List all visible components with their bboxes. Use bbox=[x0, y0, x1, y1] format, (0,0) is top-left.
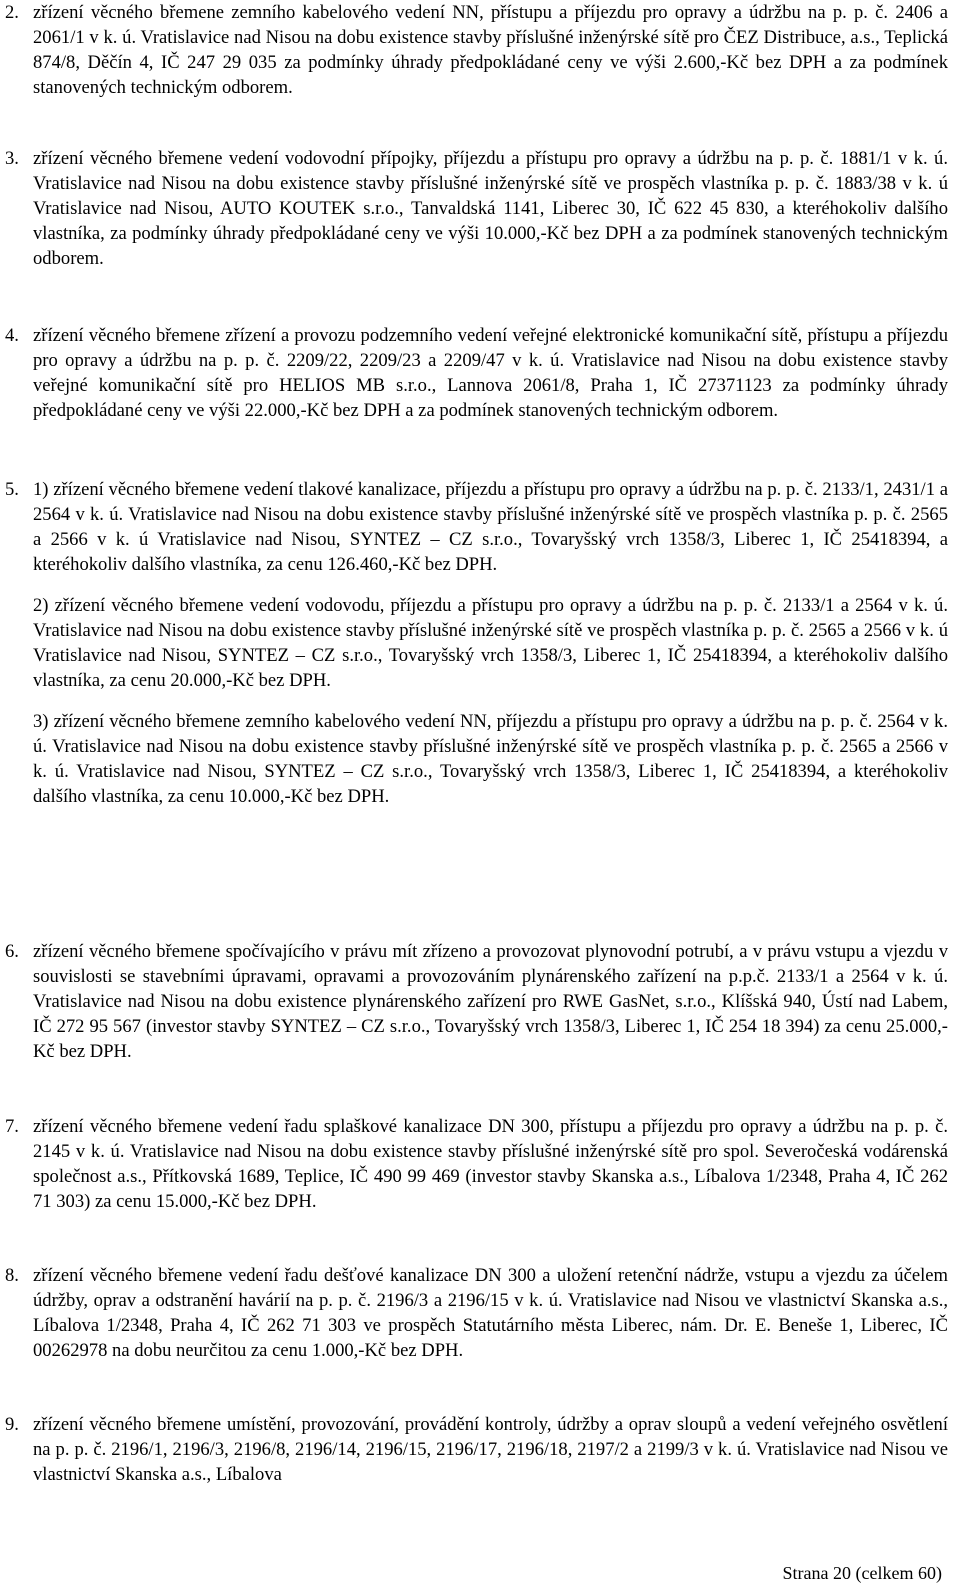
list-item bbox=[5, 323, 960, 423]
item-subtext: 3) zřízení věcného břemene zemního kabelového vedení NN, příjezdu a přístupu pro opravy a údržbu na p. p. č. 2564 v k. ú. Vratislavice nad Nisou na dobu existence stavby příslušné inženýrské sítě ve prospěch vlastníka p. p. č. 2565 a 2566 v k. ú. Vratislavice nad Nisou, SYNTEZ – CZ s.r.o., Tovaryšský vrch 1358/3, Liberec 1, IČ 25418394, a kteréhokoliv dalšího vlastníka, za cenu 10.000,-Kč bez DPH. bbox=[33, 711, 948, 807]
item-number: 2. bbox=[5, 2, 19, 23]
item-text: zřízení věcného břemene vedení řadu dešťové kanalizace DN 300 a uložení retenční nádrže, vstupu a vjezdu za účelem údržby, oprav a odstranění havárií na p. p. č. 2196/3 a 2196/15 v k. ú. Vratislavice nad Nisou ve vlastnictví Skanska a.s., Líbalova 1/2348, Praha 4, IČ 262 71 303 ve prospěch Statutárního města Liberec, nám. Dr. E. Beneše 1, Liberec, IČ 00262978 na dobu neurčitou za cenu 1.000,-Kč bez DPH. bbox=[33, 1265, 948, 1361]
item-text: zřízení věcného břemene umístění, provozování, provádění kontroly, údržby a oprav sloupů a vedení veřejného osvětlení na p. p. č. 2196/1, 2196/3, 2196/8, 2196/14, 2196/15, 2196/17, 2196/18, 2197/2 a 2199/3 v k. ú. Vratislavice nad Nisou ve vlastnictví Skanska a.s., Líbalova bbox=[33, 1414, 948, 1485]
item-number: 8. bbox=[5, 1265, 19, 1286]
list-item bbox=[5, 1263, 960, 1363]
list-item bbox=[5, 1114, 960, 1214]
list-item bbox=[5, 146, 960, 271]
item-text: zřízení věcného břemene spočívajícího v právu mít zřízeno a provozovat plynovodní potrubí, a v právu vstupu a vjezdu v souvislosti se stavebními úpravami, opravami a provozováním plynárenského zařízení na p.p.č. 2133/1 a 2564 v k. ú. Vratislavice nad Nisou na dobu existence plynárenského zařízení pro RWE GasNet, s.r.o., Klíšská 940, Ústí nad Labem, IČ 272 95 567 (investor stavby SYNTEZ – CZ s.r.o., Tovaryšský vrch 1358/3, Liberec 1, IČ 254 18 394) za cenu 25.000,-Kč bez DPH. bbox=[33, 941, 948, 1062]
item-number: 3. bbox=[5, 148, 19, 169]
item-text: zřízení věcného břemene vedení řadu splaškové kanalizace DN 300, přístupu a příjezdu pro opravy a údržbu na p. p. č. 2145 v k. ú. Vratislavice nad Nisou na dobu existence stavby příslušné inženýrské sítě pro spol. Severočeská vodárenská společnost a.s., Přítkovská 1689, Teplice, IČ 490 99 469 (investor stavby Skanska a.s., Líbalova 1/2348, Praha 4, IČ 262 71 303) za cenu 15.000,-Kč bez DPH. bbox=[33, 1116, 948, 1212]
list-item bbox=[5, 1412, 960, 1487]
item-text: zřízení věcného břemene zřízení a provozu podzemního vedení veřejné elektronické komunikační sítě, přístupu a příjezdu pro opravy a údržbu na p. p. č. 2209/22, 2209/23 a 2209/47 v k. ú. Vratislavice nad Nisou na dobu existence stavby veřejné komunikační sítě pro HELIOS MB s.r.o., Lannova 2061/8, Praha 1, IČ 27371123 za podmínky úhrady předpokládané ceny ve výši 22.000,-Kč bez DPH a za podmínek stanovených technickým odborem. bbox=[33, 325, 948, 421]
item-text: zřízení věcného břemene zemního kabelového vedení NN, přístupu a příjezdu pro opravy a údržbu na p. p. č. 2406 a 2061/1 v k. ú. Vratislavice nad Nisou na dobu existence stavby příslušné inženýrské sítě pro ČEZ Distribuce, a.s., Teplická 874/8, Děčín 4, IČ 247 29 035 za podmínky úhrady předpokládané ceny ve výši 2.600,-Kč bez DPH a za podmínek stanovených technickým odborem. bbox=[33, 2, 948, 98]
list-item bbox=[5, 477, 960, 809]
item-number: 9. bbox=[5, 1414, 19, 1435]
item-subtext: 1) zřízení věcného břemene vedení tlakové kanalizace, příjezdu a přístupu pro opravy a údržbu na p. p. č. 2133/1, 2431/1 a 2564 v k. ú. Vratislavice nad Nisou na dobu existence stavby příslušné inženýrské sítě ve prospěch vlastníka p. p. č. 2565 a 2566 v k. ú Vratislavice nad Nisou, SYNTEZ – CZ s.r.o., Tovaryšský vrch 1358/3, Liberec 1, IČ 25418394, a kteréhokoliv dalšího vlastníka, za cenu 126.460,-Kč bez DPH. bbox=[33, 479, 948, 575]
item-number: 7. bbox=[5, 1116, 19, 1137]
item-text: zřízení věcného břemene vedení vodovodní přípojky, příjezdu a přístupu pro opravy a údržbu na p. p. č. 1881/1 v k. ú. Vratislavice nad Nisou na dobu existence stavby příslušné inženýrské sítě ve prospěch vlastníka p. p. č. 1883/38 v k. ú Vratislavice nad Nisou, AUTO KOUTEK s.r.o., Tanvaldská 1141, Liberec 30, IČ 622 45 830, a kteréhokoliv dalšího vlastníka, za podmínky úhrady předpokládané ceny ve výši 10.000,-Kč bez DPH a za podmínek stanovených technickým odborem. bbox=[33, 148, 948, 269]
item-number: 5. bbox=[5, 479, 19, 500]
page-number: Strana 20 (celkem 60) bbox=[782, 1563, 942, 1583]
item-subtext: 2) zřízení věcného břemene vedení vodovodu, příjezdu a přístupu pro opravy a údržbu na p. p. č. 2133/1 a 2564 v k. ú. Vratislavice nad Nisou na dobu existence stavby příslušné inženýrské sítě ve prospěch vlastníka p. p. č. 2565 a 2566 v k. ú Vratislavice nad Nisou, SYNTEZ – CZ s.r.o., Tovaryšský vrch 1358/3, Liberec 1, IČ 25418394, a kteréhokoliv dalšího vlastníka, za cenu 20.000,-Kč bez DPH. bbox=[33, 595, 948, 691]
list-item bbox=[5, 0, 960, 100]
list-item bbox=[5, 939, 960, 1064]
item-number: 6. bbox=[5, 941, 19, 962]
item-number: 4. bbox=[5, 325, 19, 346]
